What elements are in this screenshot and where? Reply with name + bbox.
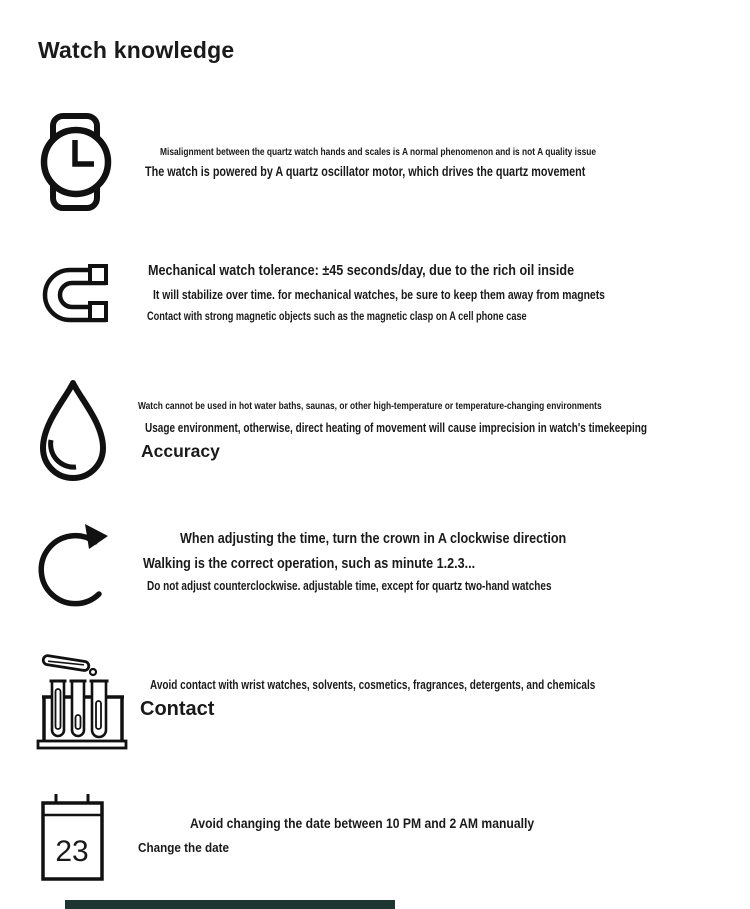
page-title: Watch knowledge	[38, 37, 235, 63]
section-chemicals-heading: Contact	[140, 698, 215, 720]
section-crown-line-1: When adjusting the time, turn the crown in A clockwise direction	[180, 530, 567, 547]
section-magnet-line-3: Contact with strong magnetic objects such as the magnetic clasp on A cell phone case	[147, 311, 527, 323]
calendar-icon	[40, 792, 106, 884]
section-magnet-line-2: It will stabilize over time. for mechanical watches, be sure to keep them away from magnets	[153, 287, 605, 302]
section-quartz-line-2: The watch is powered by A quartz oscillator motor, which drives the quartz movement	[145, 164, 586, 179]
section-crown-line-2: Walking is the correct operation, such as minute 1.2.3...	[143, 555, 476, 572]
section-date-line-1: Avoid changing the date between 10 PM and 2 AM manually	[190, 816, 535, 831]
section-temperature-line-2: Usage environment, otherwise, direct heating of movement will cause imprecision in watch's timekeeping	[145, 421, 647, 435]
bottom-accent-bar	[65, 900, 395, 909]
clockwise-arrow-icon	[38, 522, 116, 616]
section-date-line-2: Change the date	[138, 840, 230, 855]
section-quartz-line-1: Misalignment between the quartz watch hands and scales is A normal phenomenon and is not A quality issue	[160, 146, 597, 158]
watch-icon	[38, 111, 116, 213]
magnet-icon	[38, 258, 113, 328]
section-chemicals-line-1: Avoid contact with wrist watches, solvents, cosmetics, fragrances, detergents, and chemicals	[150, 678, 596, 692]
calendar-day-number: 23	[55, 835, 89, 868]
section-temperature-heading: Accuracy	[141, 441, 220, 461]
section-crown-line-3: Do not adjust counterclockwise. adjustable time, except for quartz two-hand watches	[147, 579, 552, 593]
section-temperature-line-1: Watch cannot be used in hot water baths, saunas, or other high-temperature or temperature-changing environments	[138, 400, 602, 412]
test-tubes-icon	[36, 645, 128, 751]
section-magnet-line-1: Mechanical watch tolerance: ±45 seconds/day, due to the rich oil inside	[148, 262, 575, 279]
water-drop-icon	[38, 378, 110, 482]
